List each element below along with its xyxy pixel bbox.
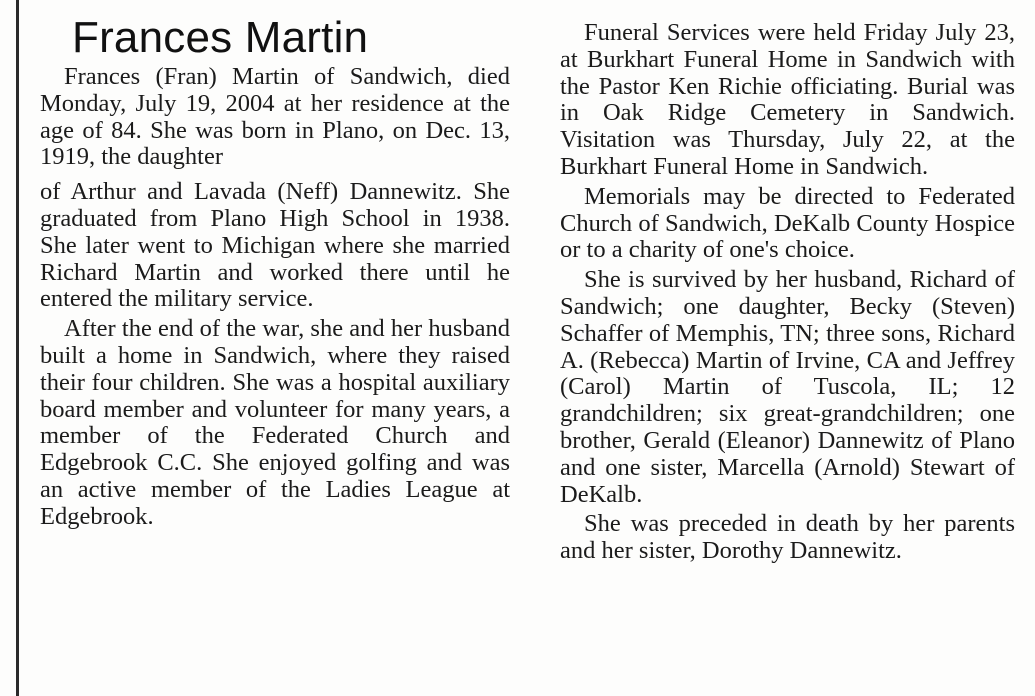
column-rule (16, 0, 19, 696)
right-column-clip (560, 0, 1016, 696)
paragraph-family-life: After the end of the war, she and her husband built a home in Sandwich, where they raised their four children. She was a hospital auxiliary board member and volunteer for many years, a member of the Federated Church and Edgebrook C.C. She enjoyed golfing and was an active member of the Ladies League at Edgebrook. (40, 315, 510, 530)
paragraph-survivors: She is survived by her husband, Richard of Sandwich; one daughter, Becky (Steven) Schaffer of Memphis, TN; three sons, Richard A. (Rebecca) Martin of Irvine, CA and Jeffrey (Carol) Martin of Tuscola, IL; 12 grandchildren; six great-grandchildren; one brother, Gerald (Eleanor) Dannewitz of Plano and one sister, Marcella (Arnold) Stewart of DeKalb. (560, 266, 1015, 508)
obituary-title: Frances Martin (72, 13, 369, 62)
paragraph-services: Funeral Services were held Friday July 23, at Burkhart Funeral Home in Sandwich with the Pastor Ken Richie officiating. Burial was in Oak Ridge Cemetery in Sandwich. Visitation was Thursday, July 22, at the Burkhart Funeral Home in Sandwich. (560, 19, 1015, 180)
paragraph-preceded: She was preceded in death by her parents and her sister, Dorothy Dannewitz. (560, 510, 1015, 565)
paragraph-intro: Frances (Fran) Martin of Sandwich, died Monday, July 19, 2004 at her residence at the age of 84. She was born in Plano, on Dec. 13, 1919, the daughter (40, 63, 510, 171)
paragraph-intro-continued: of Arthur and Lavada (Neff) Dannewitz. She graduated from Plano High School in 1938. She later went to Michigan where she married Richard Martin and worked there until he entered the military service. (40, 178, 510, 313)
paragraph-memorials: Memorials may be directed to Federated Church of Sandwich, DeKalb County Hospice or to a charity of one's choice. (560, 182, 1015, 264)
left-column (40, 64, 510, 531)
right-column (560, 20, 1015, 565)
